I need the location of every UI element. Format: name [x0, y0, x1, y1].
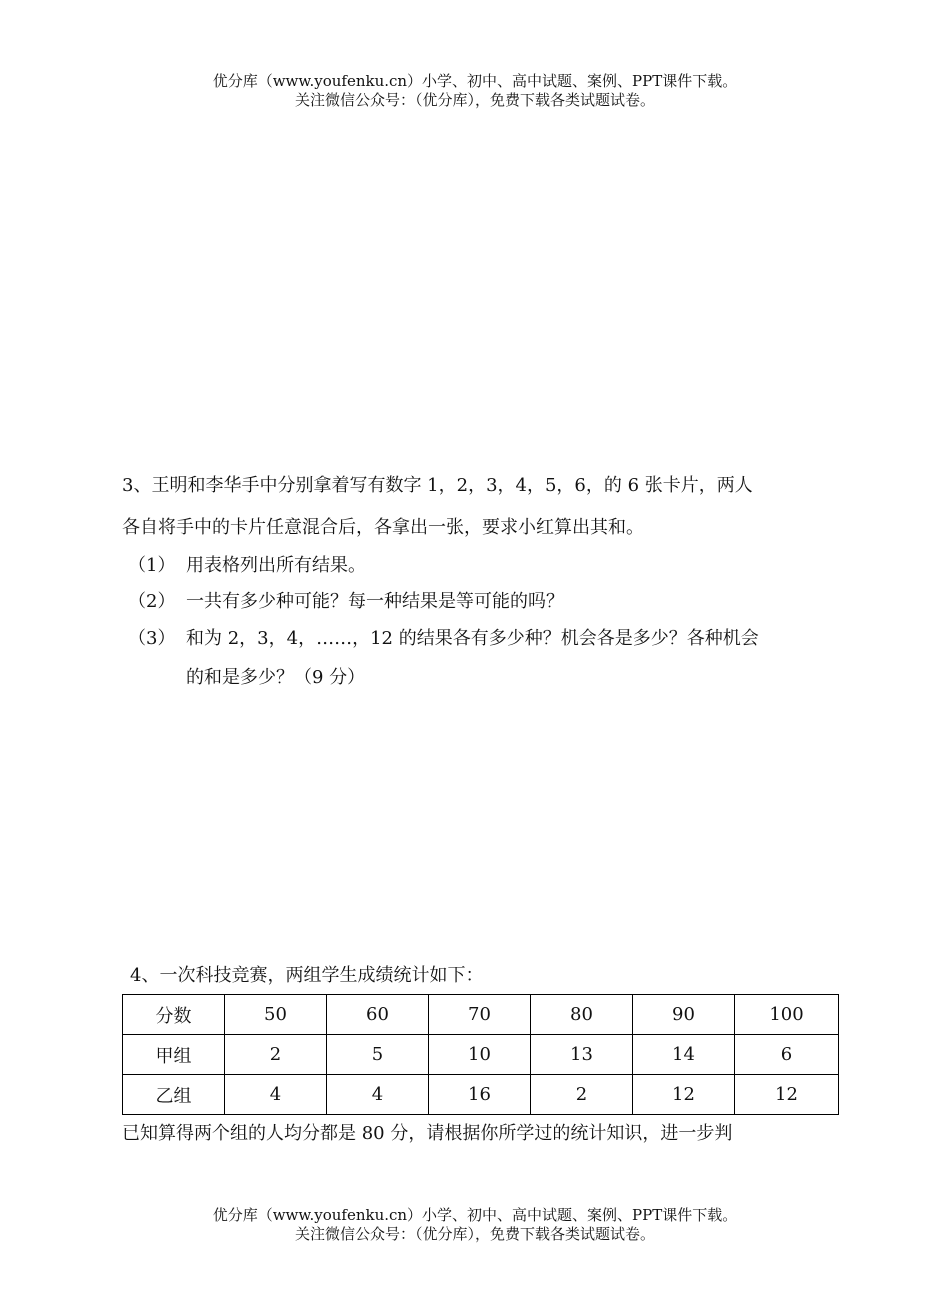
table-cell: 60 [327, 995, 429, 1035]
q3-item-3-continuation: 的和是多少？（9 分） [186, 667, 366, 688]
q4-after-text: 已知算得两个组的人均分都是 80 分，请根据你所学过的统计知识，进一步判 [122, 1123, 733, 1144]
page-footer [0, 1206, 950, 1244]
table-cell: 14 [633, 1035, 735, 1075]
q3-item-2-text: 一共有多少种可能？每一种结果是等可能的吗？ [186, 591, 564, 612]
table-cell: 50 [225, 995, 327, 1035]
table-cell: 70 [429, 995, 531, 1035]
page-header [0, 72, 950, 110]
header-line-2: 关注微信公众号：（优分库），免费下载各类试题试卷。 [294, 91, 655, 109]
q3-item-2-number: （2） [128, 591, 176, 612]
table-cell: 90 [633, 995, 735, 1035]
q3-item-1-number: （1） [128, 555, 176, 576]
score-table [122, 994, 839, 1115]
q4-intro: 4、一次科技竞赛，两组学生成绩统计如下： [130, 965, 484, 986]
table-cell: 2 [531, 1075, 633, 1115]
q3-item-1-text: 用表格列出所有结果。 [186, 555, 366, 576]
table-cell: 分数 [123, 995, 225, 1035]
q3-item-3-text: 和为 2，3，4，……，12 的结果各有多少种？机会各是多少？各种机会 [186, 628, 759, 649]
table-cell: 甲组 [123, 1035, 225, 1075]
header-line-1: 优分库（www.youfenku.cn）小学、初中、高中试题、案例、PPT课件下载。 [212, 72, 738, 90]
table-cell: 100 [735, 995, 839, 1035]
table-cell: 6 [735, 1035, 839, 1075]
table-cell: 12 [735, 1075, 839, 1115]
q3-line-2: 各自将手中的卡片任意混合后，各拿出一张，要求小红算出其和。 [122, 517, 644, 538]
table-cell: 10 [429, 1035, 531, 1075]
table-cell: 2 [225, 1035, 327, 1075]
footer-line-1: 优分库（www.youfenku.cn）小学、初中、高中试题、案例、PPT课件下载。 [212, 1206, 738, 1224]
table-cell: 4 [225, 1075, 327, 1115]
q3-line-1: 3、王明和李华手中分别拿着写有数字 1，2，3，4，5，6，的 6 张卡片，两人 [122, 475, 753, 496]
table-cell: 4 [327, 1075, 429, 1115]
q3-item-3-number: （3） [128, 628, 176, 649]
table-cell: 12 [633, 1075, 735, 1115]
table-row [123, 1075, 839, 1115]
footer-line-2: 关注微信公众号：（优分库），免费下载各类试题试卷。 [294, 1225, 655, 1243]
table-row [123, 995, 839, 1035]
table-row [123, 1035, 839, 1075]
table-cell: 5 [327, 1035, 429, 1075]
table-cell: 16 [429, 1075, 531, 1115]
table-cell: 80 [531, 995, 633, 1035]
table-cell: 13 [531, 1035, 633, 1075]
table-cell: 乙组 [123, 1075, 225, 1115]
